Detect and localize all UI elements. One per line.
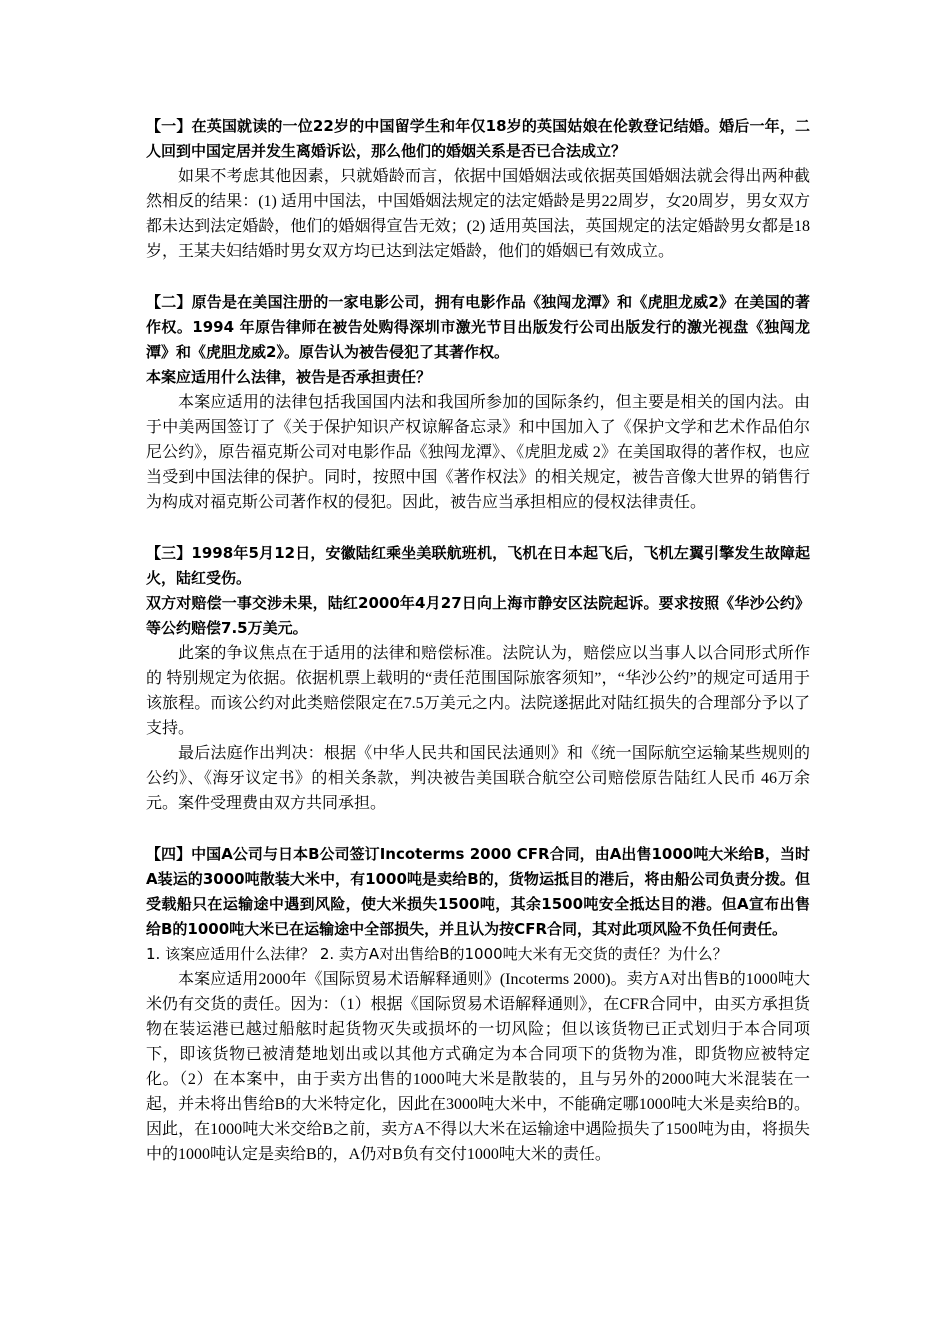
case-answer-paragraph: 本案应适用2000年《国际贸易术语解释通则》(Incoterms 2000)。卖方A对出售B的1000吨大米仍有交货的责任。因为：（1）根据《国际贸易术语解释通则》，在CFR合同中，由买方承担货物在装运港已越过船舷时起货物灭失或损坏的一切风险；但以该货物已正式划归于本合同项下，即该货物已被清楚地划出或以其他方式确定为本合同项下的货物为准，即货物应被特定化。（2）在本案中，由于卖方出售的1000吨大米是散装的，且与另外的2000吨大米混装在一起，并未将出售给B的大米特定化，因此在3000吨大米中，不能确定哪1000吨大米是卖给B的。因此，在1000吨大米交给B之前，卖方A不得以大米在运输途中遇险损失了1500吨为由，将损失中的1000吨认定是卖给B的，A仍对B负有交付1000吨大米的责任。: [146, 971, 810, 1163]
case-answer-paragraph: 本案应适用的法律包括我国国内法和我国所参加的国际条约，但主要是相关的国内法。由于中美两国签订了《关于保护知识产权谅解备忘录》和中国加入了《保护文学和艺术作品伯尔尼公约》，原告福克斯公司对电影作品《独闯龙潭》、《虎胆龙威 2》在美国取得的著作权，也应当受到中国法律的保护。同时，按照中国《著作权法》的相关规定，被告音像大世界的销售行为构成对福克斯公司著作权的侵犯。因此，被告应当承担相应的侵权法律责任。: [146, 394, 810, 511]
case-4: [146, 842, 810, 1167]
case-answer-paragraph: 如果不考虑其他因素，只就婚龄而言，依据中国婚姻法或依据英国婚姻法就会得出两种截然相反的结果：(1) 适用中国法，中国婚姻法规定的法定婚龄是男22周岁，女20周岁，男女双方都未达到法定婚龄，他们的婚姻得宣告无效；(2) 适用英国法，英国规定的法定婚龄男女都是18岁，王某夫妇结婚时男女双方均已达到法定婚龄，他们的婚姻已有效成立。: [146, 168, 810, 260]
case-1: [146, 114, 810, 264]
case-subquestion: 1. 该案应适用什么法律？ 2. 卖方A对出售给B的1000吨大米有无交货的责任？为什么？: [146, 945, 728, 963]
document-page: [146, 114, 810, 1193]
case-answer-paragraph: 最后法庭作出判决：根据《中华人民共和国民法通则》和《统一国际航空运输某些规则的公约》、《海牙议定书》的相关条款，判决被告美国联合航空公司赔偿原告陆红人民币 46万余元。案件受理费由双方共同承担。: [146, 745, 810, 812]
case-3: [146, 541, 810, 816]
case-question: 【三】1998年5月12日，安徽陆红乘坐美联航班机，飞机在日本起飞后，飞机左翼引擎发生故障起火，陆红受伤。: [146, 544, 810, 587]
case-answer-paragraph: 此案的争议焦点在于适用的法律和赔偿标准。法院认为，赔偿应以当事人以合同形式所作的 特别规定为依据。依据机票上载明的“责任范围国际旅客须知”，“华沙公约”的规定可适用于该旅程。而该公约对此类赔偿限定在7.5万美元之内。法院遂据此对陆红损失的合理部分予以了支持。: [146, 645, 810, 737]
case-question: 【二】原告是在美国注册的一家电影公司，拥有电影作品《独闯龙潭》和《虎胆龙威2》在美国的著作权。1994 年原告律师在被告处购得深圳市激光节目出版发行公司出版发行的激光视盘《独闯龙潭》和《虎胆龙威2》。原告认为被告侵犯了其著作权。: [146, 293, 810, 361]
case-question: 本案应适用什么法律，被告是否承担责任？: [146, 368, 432, 386]
case-2: [146, 290, 810, 515]
case-question: 【一】在英国就读的一位22岁的中国留学生和年仅18岁的英国姑娘在伦敦登记结婚。婚后一年，二人回到中国定居并发生离婚诉讼，那么他们的婚姻关系是否已合法成立？: [146, 117, 810, 160]
case-question: 双方对赔偿一事交涉未果，陆红2000年4月27日向上海市静安区法院起诉。要求按照《华沙公约》等公约赔偿7.5万美元。: [146, 594, 810, 637]
case-question: 【四】中国A公司与日本B公司签订Incoterms 2000 CFR合同，由A出售1000吨大米给B，当时A装运的3000吨散装大米中，有1000吨是卖给B的，货物运抵目的港后，将由船公司负责分拨。但受载船只在运输途中遇到风险，使大米损失1500吨，其余1500吨安全抵达目的港。但A宣布出售给B的1000吨大米已在运输途中全部损失，并且认为按CFR合同，其对此项风险不负任何责任。: [146, 845, 810, 938]
